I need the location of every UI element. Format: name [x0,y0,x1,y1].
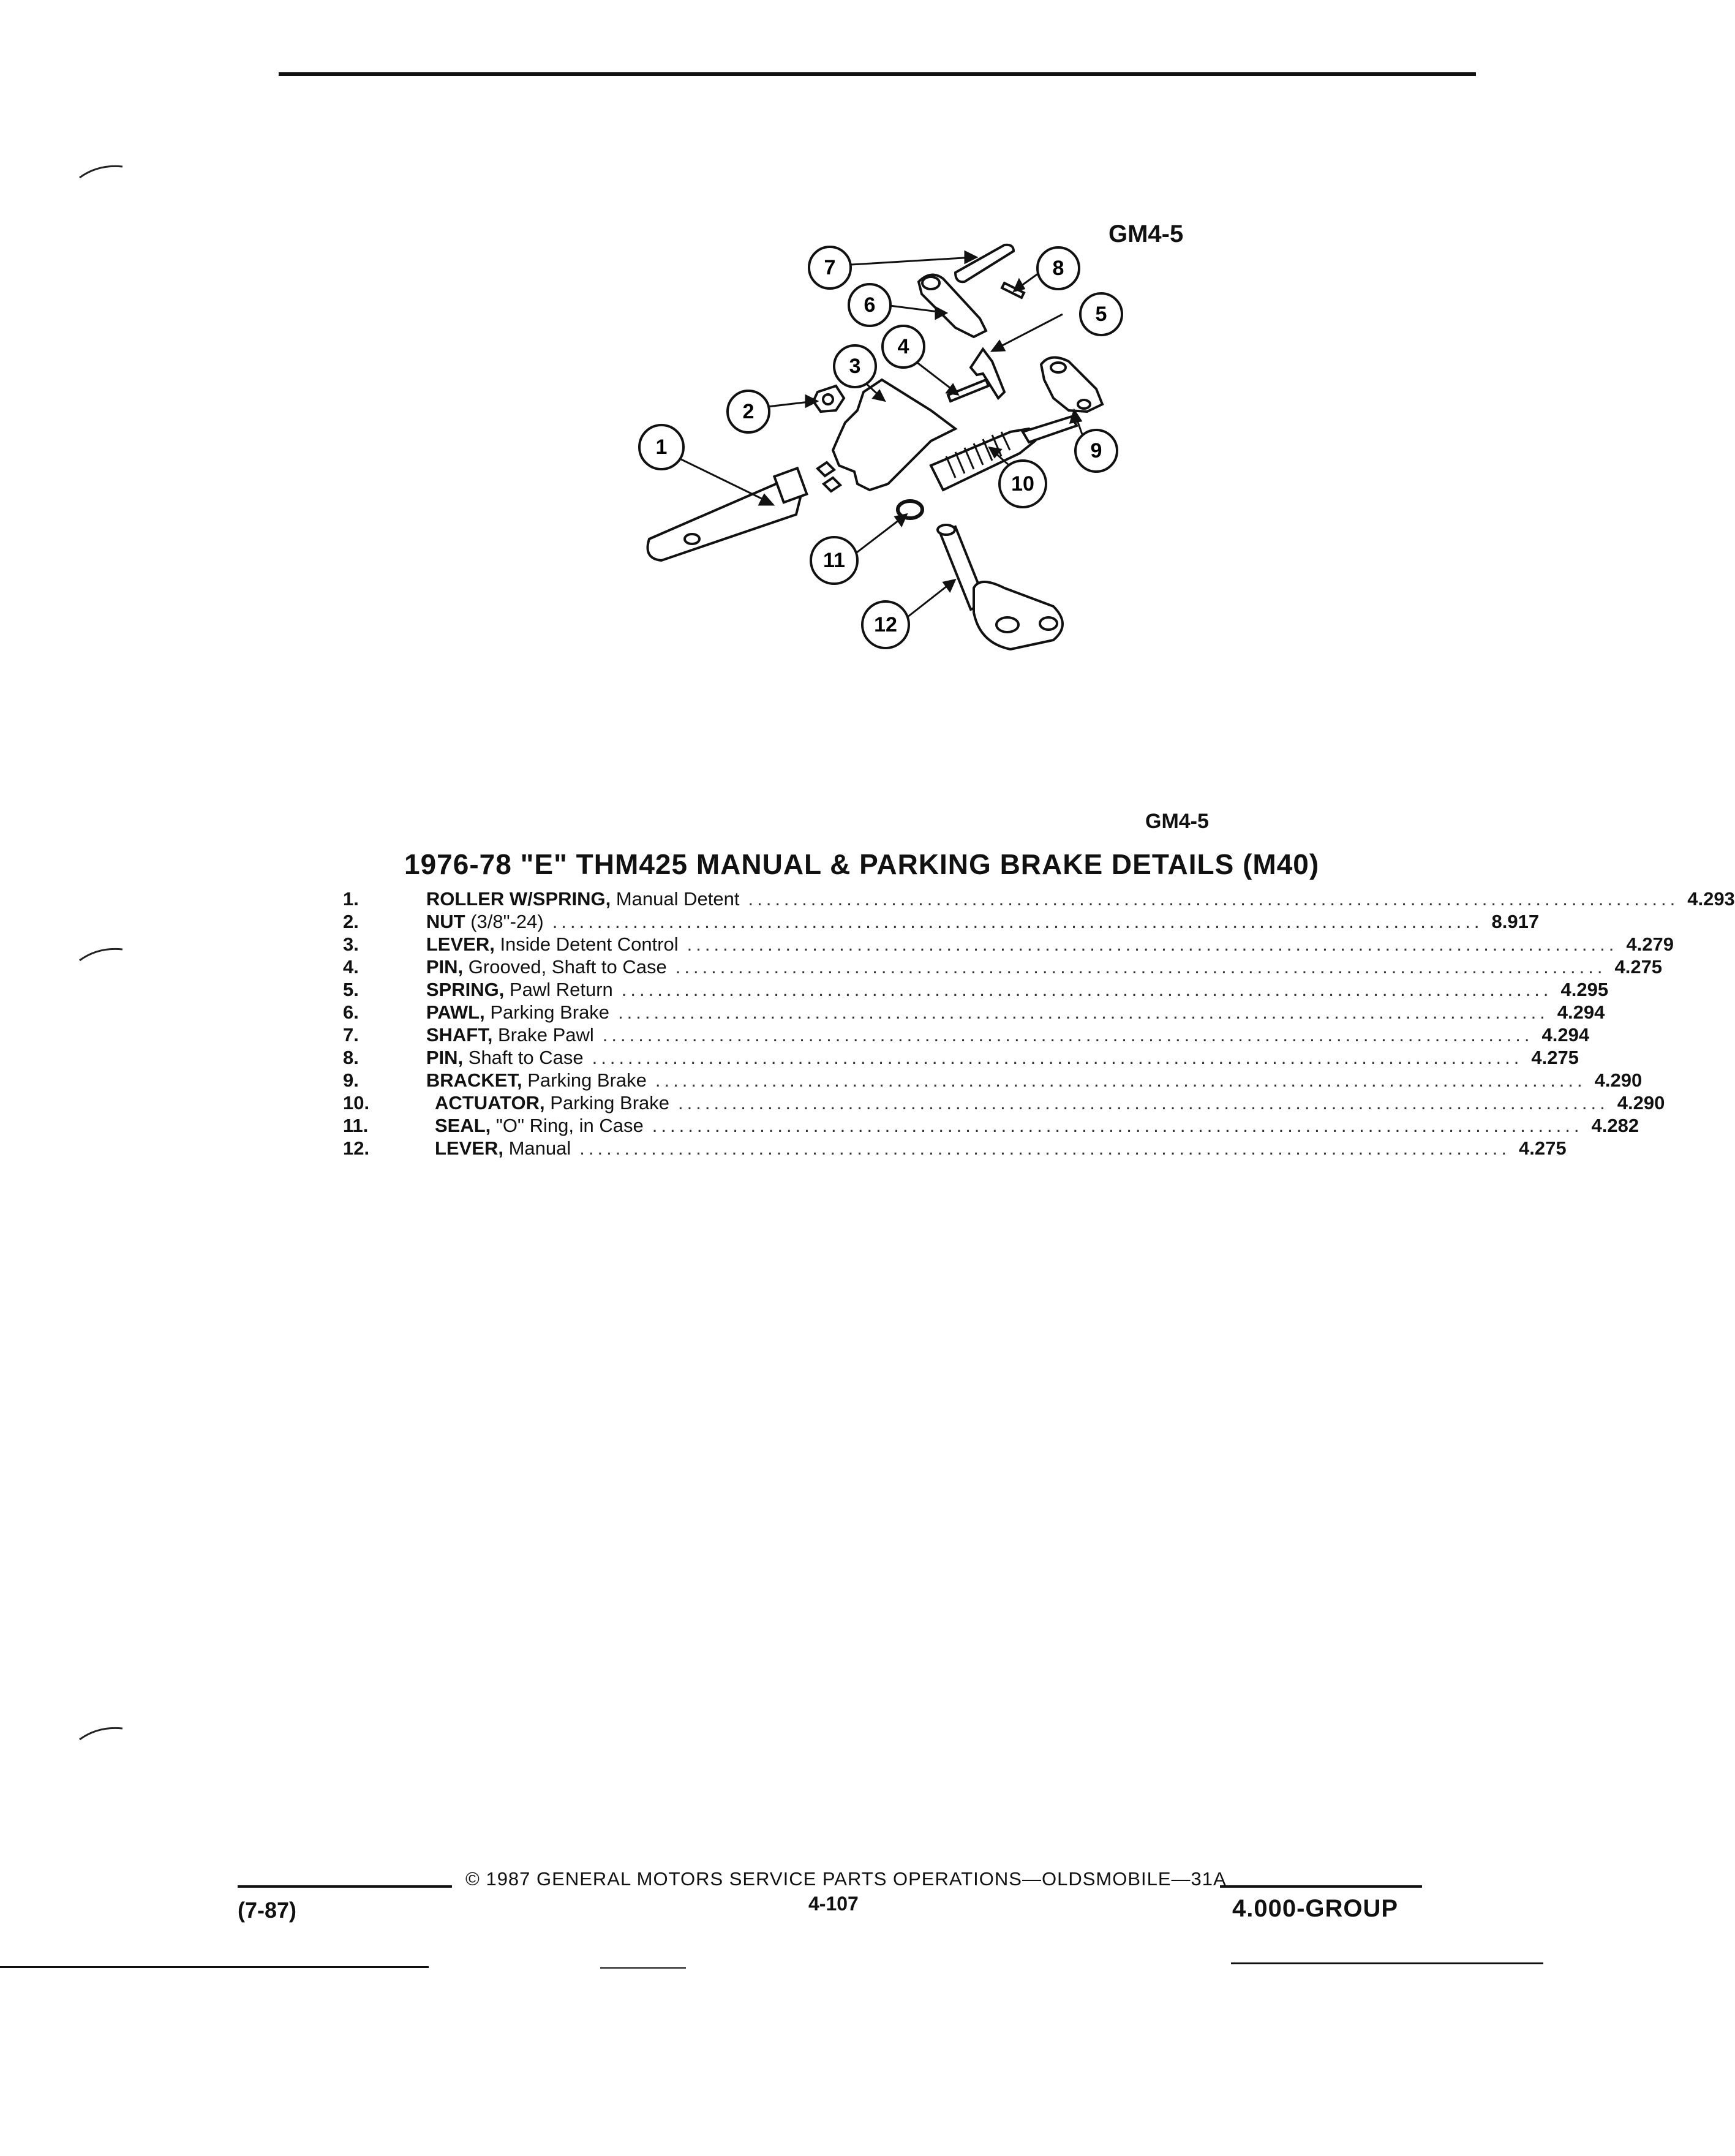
callout-11 [811,537,857,584]
part-code: 4.275 [1614,956,1663,978]
dot-leader: ........................................................................................................ [687,933,1618,955]
part-name: PIN, Grooved, Shaft to Case [426,956,667,978]
part-code: 4.282 [1591,1115,1639,1136]
footer-page-number: 4-107 [808,1893,859,1915]
callout-2 [728,391,769,432]
part-name: SEAL, "O" Ring, in Case [435,1115,644,1136]
bottom-rule-right [1231,1962,1543,1964]
dot-leader: ........................................................................................................ [618,1001,1549,1023]
svg-text:5: 5 [1095,303,1107,326]
table-row [343,1115,1639,1137]
callout-12 [862,601,909,648]
table-row [343,1137,1567,1160]
table-row [343,1001,1605,1024]
footer-group: 4.000-GROUP [1232,1895,1399,1922]
part-code: 4.279 [1626,933,1674,955]
dot-leader: ........................................................................................................ [579,1137,1510,1159]
page-title: 1976-78 "E" THM425 MANUAL & PARKING BRAKE DETAILS (M40) [404,848,1320,880]
part-name: SHAFT, Brake Pawl [426,1024,594,1046]
part-number: 8. [343,1047,359,1068]
svg-text:9: 9 [1090,439,1102,462]
part-number: 9. [343,1069,359,1091]
part-code: 4.275 [1531,1047,1579,1068]
part-name: SPRING, Pawl Return [426,979,613,1000]
callout-6 [849,284,890,326]
callout-8 [1037,247,1079,289]
part-code: 4.275 [1519,1137,1567,1159]
bottom-rule-left [0,1966,429,1968]
part-number: 2. [343,911,359,932]
table-row [343,956,1663,979]
dot-leader: ........................................................................................................ [652,1115,1583,1136]
part-code: 4.294 [1541,1024,1590,1046]
part-number: 4. [343,956,359,978]
part-name: ROLLER W/SPRING, Manual Detent [426,888,740,910]
dot-leader: ........................................................................................................ [678,1092,1609,1114]
table-row [343,888,1735,911]
table-row [343,1024,1590,1047]
parts-list [343,888,1735,1160]
part-code: 4.290 [1617,1092,1665,1114]
svg-text:7: 7 [824,256,836,279]
part-code: 4.295 [1560,979,1609,1000]
svg-text:4: 4 [897,335,909,358]
callout-1 [639,425,683,469]
svg-text:8: 8 [1052,257,1064,280]
part-number: 7. [343,1024,359,1046]
part-name: LEVER, Inside Detent Control [426,933,679,955]
part-code: 4.294 [1557,1001,1605,1023]
part-pawl-shaft [955,245,1014,282]
callout-9 [1075,430,1117,472]
part-name: ACTUATOR, Parking Brake [435,1092,670,1114]
svg-text:6: 6 [864,293,876,317]
callout-10 [999,461,1046,507]
part-name: BRACKET, Parking Brake [426,1069,647,1091]
table-row [343,979,1609,1001]
svg-text:11: 11 [823,549,845,572]
part-number: 3. [343,933,359,955]
figure-code-bottom: GM4-5 [1145,810,1209,833]
table-row [343,911,1540,933]
part-name: NUT (3/8"-24) [426,911,544,932]
part-code: 4.293 [1687,888,1735,910]
part-number: 11. [343,1115,369,1136]
dot-leader: ........................................................................................................ [655,1069,1586,1091]
svg-text:10: 10 [1011,472,1034,496]
part-number: 12. [343,1137,370,1159]
table-row [343,933,1674,956]
part-name: PIN, Shaft to Case [426,1047,584,1068]
svg-text:2: 2 [742,400,755,423]
dot-leader: ........................................................................................................ [552,911,1483,932]
dot-leader: ........................................................................................................ [602,1024,1534,1046]
dot-leader: ........................................................................................................ [748,888,1679,910]
bottom-rule-mid [600,1967,686,1969]
callout-7 [809,247,851,288]
part-number: 6. [343,1001,359,1023]
table-row [343,1047,1579,1069]
dot-leader: ........................................................................................................ [675,956,1606,978]
footer-copyright: © 1987 GENERAL MOTORS SERVICE PARTS OPERATIONS—OLDSMOBILE—31A [465,1868,1227,1890]
svg-text:1: 1 [655,435,668,459]
callout-3 [834,345,876,387]
part-code: 8.917 [1491,911,1540,932]
svg-text:12: 12 [874,613,897,636]
part-name: LEVER, Manual [435,1137,571,1159]
footer-rule-right [1220,1885,1422,1888]
callout-4 [883,326,924,368]
part-number: 1. [343,888,359,910]
svg-text:3: 3 [849,355,861,378]
footer-date: (7-87) [238,1898,297,1923]
dot-leader: ........................................................................................................ [621,979,1552,1000]
callout-5 [1080,293,1122,335]
footer-rule-left [238,1885,452,1888]
part-number: 5. [343,979,359,1000]
part-number: 10. [343,1092,370,1114]
table-row [343,1069,1643,1092]
dot-leader: ........................................................................................................ [592,1047,1523,1068]
figure-code-top: GM4-5 [1108,221,1184,247]
table-row [343,1092,1665,1115]
part-name: PAWL, Parking Brake [426,1001,610,1023]
part-code: 4.290 [1594,1069,1643,1091]
